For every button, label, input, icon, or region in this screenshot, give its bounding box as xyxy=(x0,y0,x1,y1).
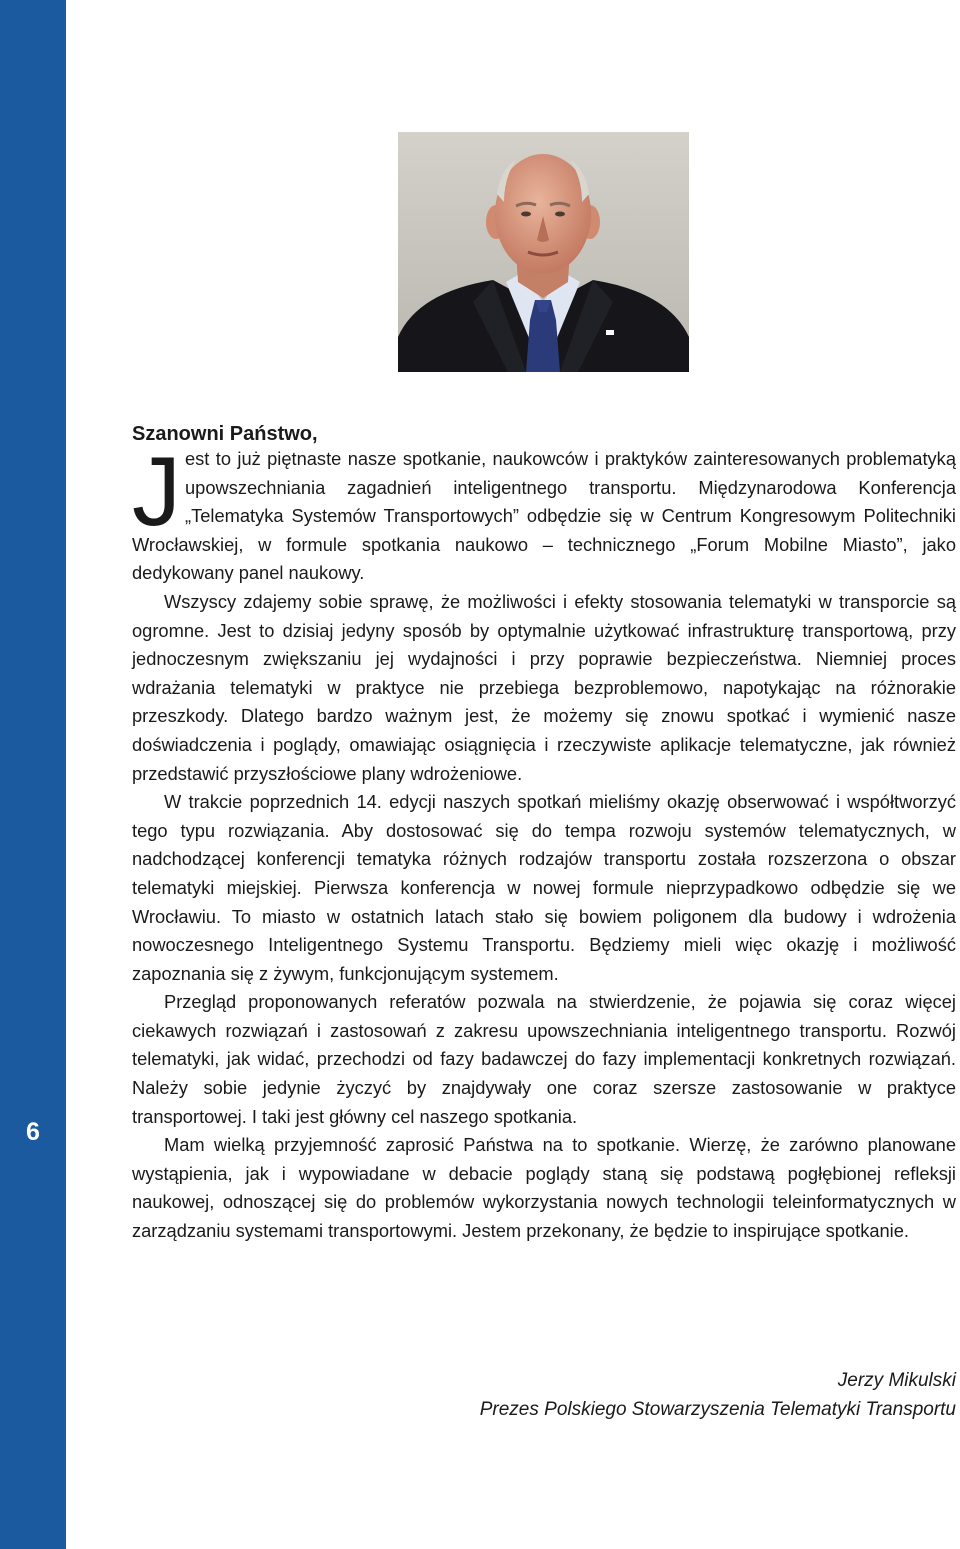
page-number: 6 xyxy=(26,1118,40,1146)
author-portrait-photo xyxy=(398,132,689,372)
side-color-bar xyxy=(0,0,66,1549)
letter-body xyxy=(132,436,956,1246)
paragraph-text: est to już piętnaste nasze spotkanie, naukowców i praktyków zainteresowanych problematyką upowszechniania zagadnień inteligentnego transportu. Międzynarodowa Konferencja „Telematyka Systemów Transportowych” odbędzie się w Centrum Kongresowym Politechniki Wrocławskiej, w formule spotkania naukowo – technicznego „Forum Mobilne Miasto”, jako dedykowany panel naukowy. xyxy=(132,448,956,584)
signature-name: Jerzy Mikulski xyxy=(837,1370,956,1391)
letter-salutation: Szanowni Państwo, xyxy=(132,423,318,445)
letter-paragraph-4: Przegląd proponowanych referatów pozwala na stwierdzenie, że pojawia się coraz więcej ciekawych rozwiązań i zastosowań z zakresu upowszechniania inteligentnego transportu. Rozwój telematyki, jak widać, przechodzi od fazy badawczej do fazy implementacji konkretnych rozwiązań. Należy sobie jedynie życzyć by znajdywały one coraz szersze zastosowanie w praktyce transportowej. I taki jest główny cel naszego spotkania. xyxy=(132,991,956,1127)
portrait-illustration xyxy=(398,132,689,372)
drop-cap-letter: J xyxy=(132,436,181,546)
letter-paragraph-5: Mam wielką przyjemność zaprosić Państwa na to spotkanie. Wierzę, że zarówno planowane wystąpienia, jak i wypowiadane w debacie poglądy staną się podstawą pogłębionej refleksji naukowej, odnoszącej się do problemów wykorzystania nowych technologii teleinformatycznych w zarządzaniu systemami transportowymi. Jestem przekonany, że będzie to inspirujące spotkanie. xyxy=(132,1134,956,1242)
letter-paragraph-2: Wszyscy zdajemy sobie sprawę, że możliwości i efekty stosowania telematyki w transporcie są ogromne. Jest to dzisiaj jedyny sposób by optymalnie użytkować infrastrukturę transportową, przy jednoczesnym zwiększaniu jej wydajności i przy poprawie bezpieczeństwa. Niemniej proces wdrażania telematyki w praktyce nie przebiega bezproblemowo, napotykając na różnorakie przeszkody. Dlatego bardzo ważnym jest, że możemy się znowu spotkać i wymienić nasze doświadczenia i poglądy, omawiając osiągnięcia i rzeczywiste aplikacje telematyczne, jak również przedstawić przyszłościowe plany wdrożeniowe. xyxy=(132,590,956,784)
signature-title: Prezes Polskiego Stowarzyszenia Telematyki Transportu xyxy=(479,1399,956,1420)
letter-paragraph-3: W trakcie poprzednich 14. edycji naszych spotkań mieliśmy okazję obserwować i współtworzyć tego typu rozwiązania. Aby dostosować się do tempa rozwoju systemów telematycznych, w nadchodzącej konferencji tematyka różnych rodzajów transportu została rozszerzona o obszar telematyki miejskiej. Pierwsza konferencja w nowej formule nieprzypadkowo odbędzie się we Wrocławiu. To miasto w ostatnich latach stało się bowiem poligonem dla budowy i wdrożenia nowoczesnego Inteligentnego Systemu Transportu. Będziemy mieli więc okazję i możliwość zapoznania się z żywym, funkcjonującym systemem. xyxy=(132,791,956,984)
signature-block xyxy=(480,1366,956,1424)
letter-paragraph-1 xyxy=(132,436,956,588)
